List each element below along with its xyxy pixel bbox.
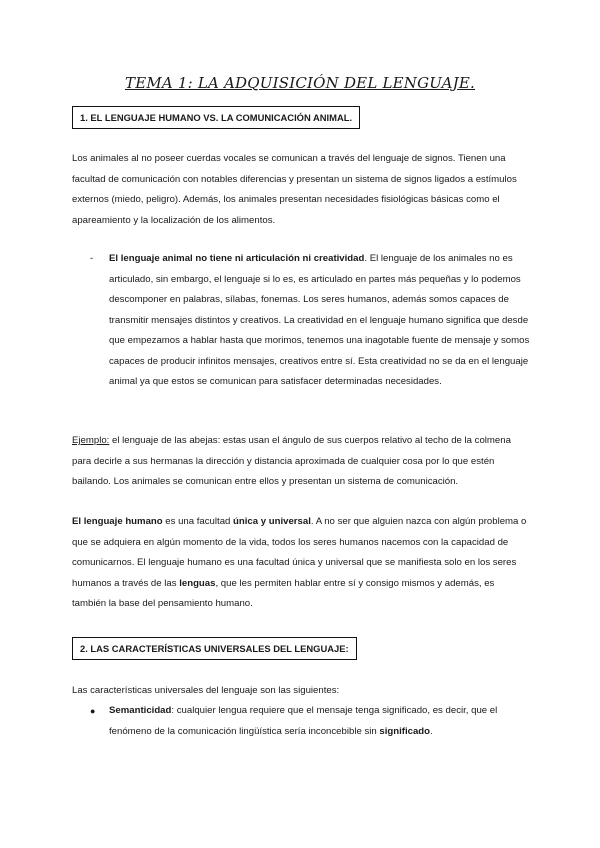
- section-2-heading: 2. LAS CARACTERÍSTICAS UNIVERSALES DEL LENGUAJE:: [72, 637, 357, 660]
- item-bold-2: significado: [379, 725, 431, 737]
- human-bold-1: El lenguaje humano: [72, 516, 163, 527]
- human-bold-3: lenguas: [179, 577, 216, 589]
- human-bold-2: única y universal: [233, 516, 311, 527]
- bullet-semanticidad: [90, 701, 530, 742]
- bullet-text: [109, 701, 530, 742]
- dash-marker: -: [90, 253, 94, 264]
- example-paragraph: [72, 431, 530, 493]
- bullet-text: [109, 249, 530, 393]
- example-label: Ejemplo:: [72, 435, 110, 446]
- section-2-intro: Las características universales del lenguaje son las siguientes:: [72, 685, 340, 696]
- bullet-rest: . El lenguaje de los animales no es articulado, sin embargo, el lenguaje si lo es, es articulado en partes más pequeñas y lo podemos descomponer en palabras, sílabas, fonemas. Los seres humanos, además somos capaces de transmitir mensajes distintos y creativos. La creatividad en el lenguaje humano significa que desde que empezamos a hablar hasta que morimos, tenemos una inagotable fuente de mensaje y somos capaces de producir infinitos mensajes, creativos entre sí. Esta creatividad no se da en el lenguaje animal ya que estos se comunican para satisfacer determinadas necesidades.: [109, 253, 530, 387]
- example-text: el lenguaje de las abejas: estas usan el ángulo de sus cuerpos relativo al techo de la colmena para decirle a sus hermanas la dirección y distancia aproximada de cualquier cosa por lo que estén bailando. Los animales se comunican entre ellos y presentan un sistema de comunicación.: [72, 435, 511, 487]
- item-bold: Semanticidad: [109, 705, 172, 716]
- bullet-bold: El lenguaje animal no tiene ni articulación ni creatividad: [109, 253, 365, 264]
- bullet-dot-icon: ●: [90, 706, 96, 716]
- item-end: .: [430, 725, 433, 737]
- human-language-paragraph: [72, 512, 530, 615]
- human-text-2: . A no ser que alguien nazca con algún problema o que se adquiera en algún momento de la vida, todos los seres humanos nacemos con la capacidad de comunicarnos. El lenguaje humano es una facultad única y universal que se manifiesta solo en los seres humanos a través de las: [72, 516, 527, 589]
- section-1-intro: Los animales al no poseer cuerdas vocales se comunican a través del lenguaje de signos. Tienen una facultad de comunicación con notables diferencias y presentan un sistema de signos ligados a estímulos externos (miedo, peligro). Además, los animales presentan necesidades fisiológicas básicas como el apareamiento y la localización de los alimentos.: [72, 153, 517, 226]
- document-title: TEMA 1: LA ADQUISICIÓN DEL LENGUAJE.: [124, 74, 476, 92]
- bullet-animal-language: [90, 249, 530, 393]
- section-1-heading: 1. EL LENGUAJE HUMANO VS. LA COMUNICACIÓN ANIMAL.: [72, 106, 360, 129]
- item-text: : cualquier lengua requiere que el mensaje tenga significado, es decir, que el fenómeno de la comunicación lingüística sería inconcebible sin: [109, 705, 498, 737]
- human-text-1: es una facultad: [162, 516, 234, 527]
- human-text-3: , que les permiten hablar entre sí y consigo mismos y además, es también la base del pensamiento humano.: [72, 577, 495, 609]
